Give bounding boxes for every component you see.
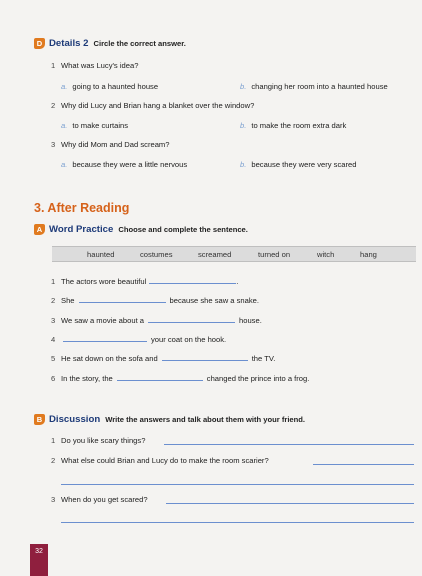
sentence-number: 2 <box>51 296 56 305</box>
details-question-2 <box>51 101 254 110</box>
question-text: Why did Mom and Dad scream? <box>61 140 170 149</box>
word-practice-title: Word Practice <box>49 224 114 235</box>
word-bank-item: haunted <box>87 250 115 259</box>
answer-line[interactable] <box>166 503 414 504</box>
page-number: 32 <box>35 548 43 555</box>
sentence-before: We saw a movie about a <box>61 316 145 325</box>
sentence-2 <box>51 295 259 305</box>
word-bank-item: turned on <box>258 250 291 259</box>
section-badge-b: B <box>34 414 45 425</box>
question-number: 2 <box>51 456 56 465</box>
details-q1-option-a[interactable] <box>61 82 158 91</box>
word-bank-item: hang <box>360 250 377 259</box>
page-number-tab <box>30 544 48 576</box>
option-text: because they were a little nervous <box>72 160 188 169</box>
sentence-1 <box>51 276 238 286</box>
word-bank-item: witch <box>317 250 335 259</box>
word-bank-item: screamed <box>198 250 232 259</box>
answer-blank[interactable] <box>79 295 166 303</box>
answer-line[interactable] <box>61 484 414 485</box>
details-heading <box>34 38 186 49</box>
sentence-after: changed the prince into a frog. <box>206 374 310 383</box>
option-text: changing her room into a haunted house <box>251 82 388 91</box>
details-q2-option-b[interactable] <box>240 121 346 130</box>
answer-blank[interactable] <box>149 276 239 286</box>
answer-line[interactable] <box>313 464 414 465</box>
sentence-5 <box>51 353 275 363</box>
sentence-number: 6 <box>51 374 56 383</box>
option-text: because they were very scared <box>251 160 357 169</box>
option-letter: a. <box>61 121 68 130</box>
answer-blank[interactable] <box>148 315 235 323</box>
word-practice-heading <box>34 224 248 235</box>
question-text: What else could Brian and Lucy do to make the room scarier? <box>61 456 269 465</box>
sentence-before: She <box>61 296 75 305</box>
sentence-number: 5 <box>51 354 56 363</box>
sentence-number: 1 <box>51 277 56 286</box>
discussion-heading <box>34 414 305 425</box>
sentence-number: 4 <box>51 335 56 344</box>
sentence-before: In the story, the <box>61 374 113 383</box>
discussion-instruction: Write the answers and talk about them with your friend. <box>105 415 306 424</box>
details-instruction: Circle the correct answer. <box>93 39 186 48</box>
word-bank-item: costumes <box>140 250 173 259</box>
discussion-title: Discussion <box>49 414 101 425</box>
details-q1-option-b[interactable] <box>240 82 388 91</box>
details-q3-option-b[interactable] <box>240 160 356 169</box>
question-number: 1 <box>51 436 56 445</box>
details-title: Details 2 <box>49 38 89 49</box>
answer-blank[interactable] <box>162 353 248 361</box>
question-number: 1 <box>51 61 56 70</box>
details-q3-option-a[interactable] <box>61 160 187 169</box>
discussion-question-3 <box>51 495 148 504</box>
option-letter: b. <box>240 160 247 169</box>
details-q2-option-a[interactable] <box>61 121 128 130</box>
option-text: going to a haunted house <box>72 82 159 91</box>
section-badge-a: A <box>34 224 45 235</box>
sentence-before: He sat down on the sofa and <box>61 354 158 363</box>
question-number: 3 <box>51 495 56 504</box>
sentence-number: 3 <box>51 316 56 325</box>
question-text: Why did Lucy and Brian hang a blanket over the window? <box>61 101 255 110</box>
section-badge-d: D <box>34 38 45 49</box>
sentence-after: . <box>236 277 239 286</box>
question-number: 2 <box>51 101 56 110</box>
option-letter: a. <box>61 82 68 91</box>
question-text: Do you like scary things? <box>61 436 146 445</box>
details-question-1 <box>51 61 138 70</box>
sentence-4 <box>51 334 226 344</box>
word-practice-instruction: Choose and complete the sentence. <box>118 225 248 234</box>
sentence-after: your coat on the hook. <box>151 335 227 344</box>
option-letter: a. <box>61 160 68 169</box>
sentence-after: house. <box>239 316 262 325</box>
option-text: to make curtains <box>72 121 129 130</box>
answer-line[interactable] <box>164 444 414 445</box>
discussion-question-2 <box>51 456 269 465</box>
answer-blank[interactable] <box>63 334 147 342</box>
sentence-6 <box>51 373 309 383</box>
question-text: When do you get scared? <box>61 495 148 504</box>
option-text: to make the room extra dark <box>251 121 347 130</box>
details-question-3 <box>51 140 169 149</box>
sentence-after: because she saw a snake. <box>169 296 260 305</box>
discussion-question-1 <box>51 436 145 445</box>
sentence-after: the TV. <box>251 354 276 363</box>
question-text: What was Lucy's idea? <box>61 61 139 70</box>
option-letter: b. <box>240 82 247 91</box>
after-reading-heading: 3. After Reading <box>34 201 130 215</box>
answer-line[interactable] <box>61 522 414 523</box>
answer-blank[interactable] <box>117 373 203 381</box>
sentence-3 <box>51 315 262 325</box>
question-number: 3 <box>51 140 56 149</box>
option-letter: b. <box>240 121 247 130</box>
sentence-before: The actors wore beautiful <box>61 277 147 286</box>
